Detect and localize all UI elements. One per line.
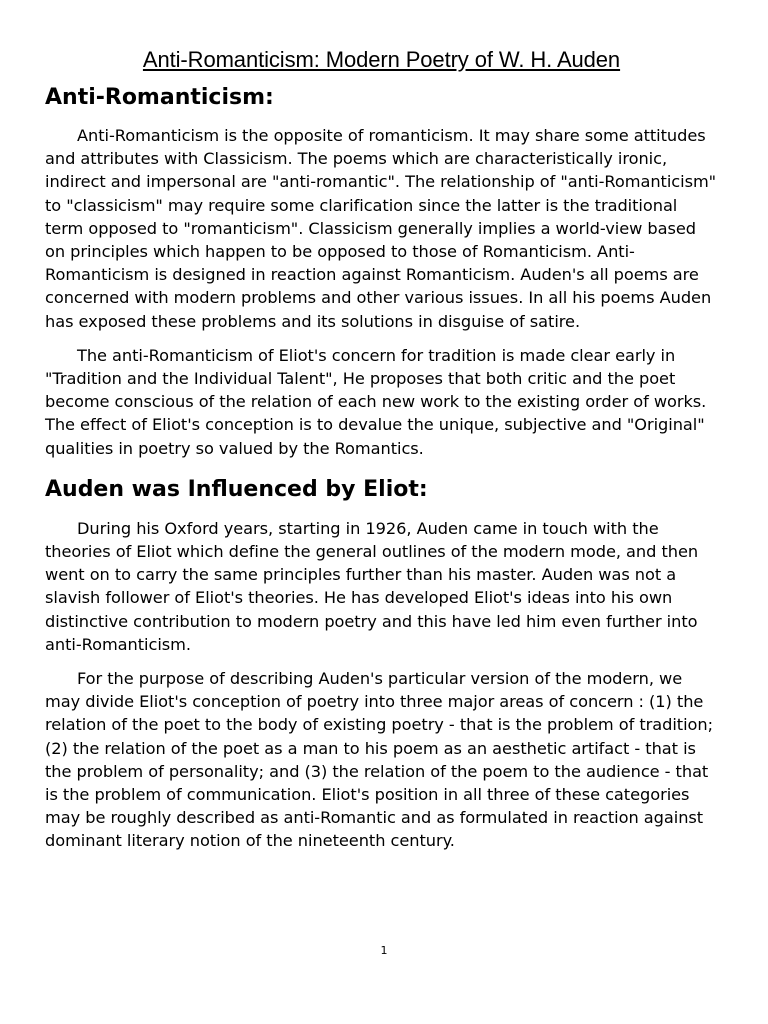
paragraph: For the purpose of describing Auden's particular version of the modern, we may divide Eliot's conception of poetry into three major areas of concern : (1) the relation of the poet to the body of existing poetry - that is the problem of tradition; (2) the relation of the poet as a man to his poem as an aesthetic artifact - that is the problem of personality; and (3) the relation of the poem to the audience - that is the problem of communication. Eliot's position in all three of these categories may be roughly described as anti-Romantic and as formulated in reaction against dominant literary notion of the nineteenth century. bbox=[45, 669, 714, 851]
paragraph: The anti-Romanticism of Eliot's concern for tradition is made clear early in "Tradition and the Individual Talent", He proposes that both critic and the poet become conscious of the relation of each new work to the existing order of works. The effect of Eliot's conception is to devalue the unique, subjective and "Original" qualities in poetry so valued by the Romantics. bbox=[45, 345, 707, 458]
document-page bbox=[45, 46, 718, 864]
page-number: 1 bbox=[380, 944, 388, 957]
paragraph: During his Oxford years, starting in 1926, Auden came in touch with the theories of Eliot which define the general outlines of the modern mode, and then went on to carry the same principles further than his master. Auden was not a slavish follower of Eliot's theories. He has developed Eliot's ideas into his own distinctive contribution to modern poetry and this have led him even further into anti-Romanticism. bbox=[45, 518, 699, 654]
section-heading-anti-romanticism: Anti-Romanticism: bbox=[45, 85, 274, 110]
paragraph: Anti-Romanticism is the opposite of romanticism. It may share some attitudes and attributes with Classicism. The poems which are characteristically ironic, indirect and impersonal are "anti-romantic". The relationship of "anti-Romanticism" to "classicism" may require some clarification since the latter is the traditional term opposed to "romanticism". Classicism generally implies a world-view based on principles which happen to be opposed to those of Romanticism. Anti-Romanticism is designed in reaction against Romanticism. Auden's all poems are concerned with modern problems and other various issues. In all his poems Auden has exposed these problems and its solutions in disguise of satire. bbox=[45, 126, 717, 331]
document-title: Anti-Romanticism: Modern Poetry of W. H. Auden bbox=[142, 47, 621, 72]
section-heading-auden-influenced: Auden was Influenced by Eliot: bbox=[45, 476, 428, 502]
